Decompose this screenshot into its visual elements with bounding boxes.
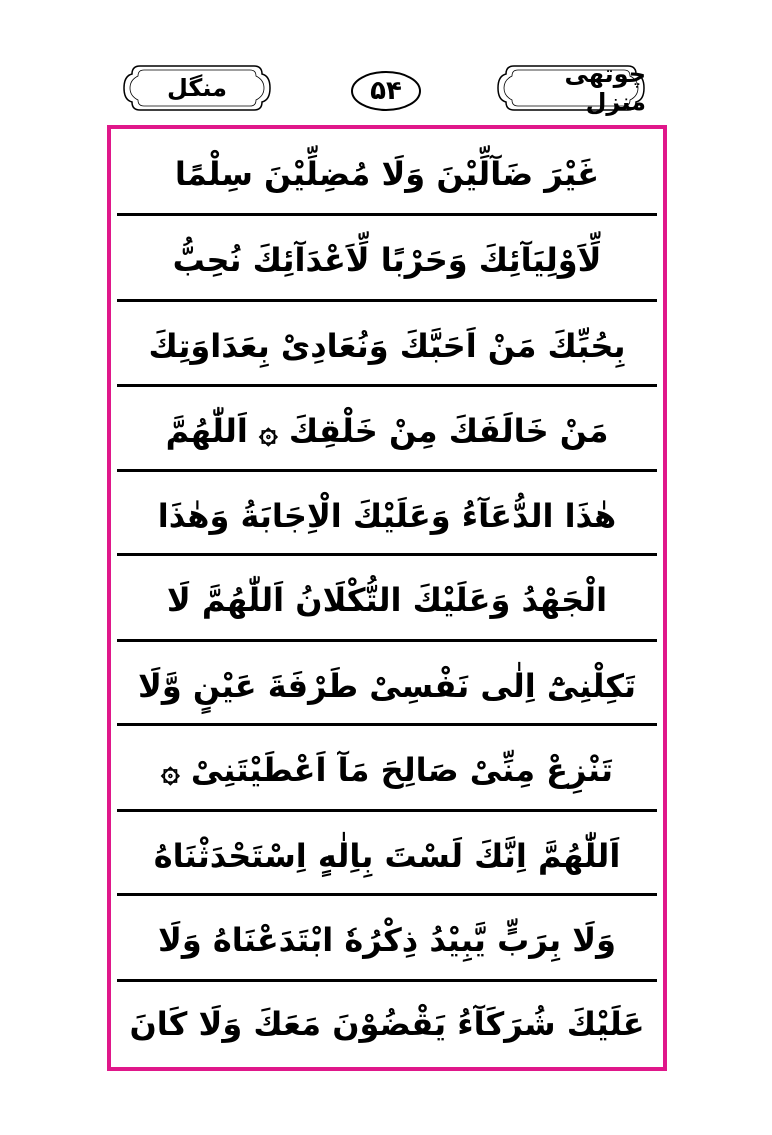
manzil-label-cartouche bbox=[496, 62, 646, 114]
day-title: منگل bbox=[166, 74, 228, 102]
text-line: مَنْ خَالَفَكَ مِنْ خَلْقِكَ ۞ اَللّٰهُمَّ bbox=[165, 412, 609, 450]
line-divider bbox=[117, 893, 657, 896]
line-divider bbox=[117, 809, 657, 812]
line-divider bbox=[117, 979, 657, 982]
text-line: الْجَهْدُ وَعَلَيْكَ التُّكْلَانُ اَللّٰهُمَّ لَا bbox=[166, 581, 608, 619]
text-line: وَلَا بِرَبٍّ يَّبِيْدُ ذِكْرُهٗ ابْتَدَعْنَاهُ وَلَا bbox=[157, 921, 617, 959]
line-divider bbox=[117, 299, 657, 302]
text-line: تَكِلْنِىْٓ اِلٰى نَفْسِىْ طَرْفَةَ عَيْنٍ وَّلَا bbox=[138, 667, 637, 705]
manzil-title: چوتھی منزل bbox=[564, 60, 646, 116]
line-divider bbox=[117, 639, 657, 642]
text-frame bbox=[107, 125, 667, 1071]
page-number: ۵۴ bbox=[370, 76, 402, 106]
day-label-cartouche bbox=[122, 62, 272, 114]
page-number-badge bbox=[350, 70, 422, 112]
text-line: هٰذَا الدُّعَآءُ وَعَلَيْكَ الْاِجَابَةُ وَهٰذَا bbox=[157, 497, 617, 535]
line-divider bbox=[117, 553, 657, 556]
text-line: تَنْزِعْ مِنِّىْ صَالِحَ مَآ اَعْطَيْتَنِىْ ۞ bbox=[161, 751, 613, 789]
line-divider bbox=[117, 384, 657, 387]
text-line: عَلَيْكَ شُرَكَآءُ يَقْضُوْنَ مَعَكَ وَلَا كَانَ bbox=[129, 1005, 645, 1043]
text-line: اَللّٰهُمَّ اِنَّكَ لَسْتَ بِاِلٰهٍ اِسْتَحْدَثْنَاهُ bbox=[153, 837, 621, 875]
line-divider bbox=[117, 469, 657, 472]
text-line: غَيْرَ ضَآلِّيْنَ وَلَا مُضِلِّيْنَ سِلْمًا bbox=[174, 155, 600, 193]
line-divider bbox=[117, 723, 657, 726]
text-line: بِحُبِّكَ مَنْ اَحَبَّكَ وَنُعَادِىْ بِعَدَاوَتِكَ bbox=[148, 327, 626, 365]
text-line: لِّاَوْلِيَآئِكَ وَحَرْبًا لِّاَعْدَآئِكَ نُحِبُّ bbox=[172, 241, 602, 279]
line-divider bbox=[117, 213, 657, 216]
page-header bbox=[0, 0, 772, 125]
